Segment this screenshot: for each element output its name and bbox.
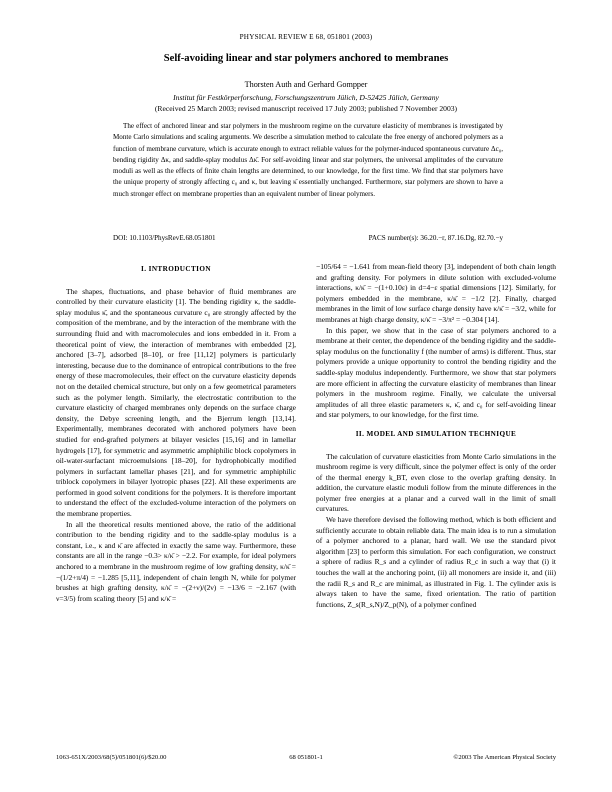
left-column: [56, 262, 296, 604]
abstract: The effect of anchored linear and star polymers in the mushroom regime on the curvature elasticity of membranes is investigated by Monte Carlo simulations and scaling arguments. We describe a simulation method to calculate the free energy of anchored polymers as a function of membrane curvature, which is accurate enough to extract reliable values for the polymer-induced spontaneous curvature Δc₀, bending rigidity Δκ, and saddle-splay modulus Δκ̄. For self-avoiding linear and star polymers, the universal amplitudes of the curvature moduli as well as the effects of finite chain lengths are determined, to our knowledge, for the first time. We find that star polymers have the unique property of strongly affecting c₀ and κ, but leaving κ̄ essentially unchanged. Furthermore, star polymers are shown to have a much stronger effect on membrane properties than an equivalent number of linear polymers.: [113, 122, 503, 198]
article-authors: Thorsten Auth and Gerhard Gompper: [244, 80, 368, 89]
method-paragraph-1: The calculation of curvature elasticities from Monte Carlo simulations in the mushroom regime is very difficult, since the polymer effect is only of the order of the thermal energy k_BT, even close to the overlap grafting density. In addition, the curvature elastic moduli follow from the minute differences in the polymer free energies at a planar and a curved wall in the limit of small curvatures.: [316, 451, 556, 514]
intro-paragraph-1: The shapes, fluctuations, and phase behavior of fluid membranes are controlled by their curvature elasticity [1]. The bending rigidity κ, the saddle-splay modulus κ̄, and the spontaneous curvature c₀ are strongly affected by the composition of the membrane, and by the interaction of the membrane with the surrounding fluid and with macromolecules and ions embedded in it. From a theoretical point of view, the interaction of membranes with embedded [2], anchored [3–7], adsorbed [8–10], or free [11,12] polymers is particularly interesting, because due to the dominance of entropical contributions to the free energy of these macromolecules, their effect on the curvature elasticity depends not on the detailed chemical structure, but only on a few geometrical parameters such as the polymer length. Similarly, the electrostatic contribution to the curvature elasticity of charged membranes only depends on the surface charge density, the Debye screening length, and the Bjerrum length [13,14]. Experimentally, membranes decorated with anchored polymers have been studied for end-grafted polymers at bilayer vesicles [15,16] and in lamellar hydrogels [17], for symmetric and asymmetric amphiphilic block copolymers in oil-water-surfactant microemulsions [18–20], for hydrophobically modified polymers in surfactant lamellar phases [21], and for symmetric amphiphilic triblock copolymers in bilayer lyotropic phases [22]. All these experiments are performed in good solvent conditions for the polymers. It is therefore important to understand the effect of the excluded-volume interaction of the polymers on the membrane properties.: [56, 286, 296, 519]
pacs-numbers: PACS number(s): 36.20.−r, 87.16.Dg, 82.70.−y: [368, 234, 503, 242]
doi[interactable]: DOI: 10.1103/PhysRevE.68.051801: [113, 234, 216, 242]
method-paragraph-2: We have therefore devised the following method, which is both efficient and sufficiently accurate to obtain reliable data. The main idea is to run a simulation of a polymer anchored to a planar, hard wall. We use the standard pivot algorithm [23] to perform this simulation. For each configuration, we construct a sphere of radius R_s and a cylinder of radius R_c in such a way that (i) it touches the wall at the anchoring point, (ii) all monomers are inside it, and (iii) the radii R_s and R_c are minimal, as illustrated in Fig. 1. The cylinder axis is always taken to have the same, fixed orientation. The ratio of partition functions, Z_s(R_s,N)/Z_p(N), of a polymer confined: [316, 515, 556, 609]
received-dates: (Received 25 March 2003; revised manuscript received 17 July 2003; published 7 November 2003): [154, 104, 458, 113]
article-title: Self-avoiding linear and star polymers anchored to membranes: [163, 53, 449, 64]
right-column: [316, 262, 556, 610]
section-heading-introduction: I. INTRODUCTION: [141, 265, 211, 273]
intro-paragraph-continued: −105/64 = −1.641 from mean-field theory [3], independent of both chain length and grafting density. For polymers in dilute solution with excluded-volume interactions, κ/κ̄ = −(1+0.10ε) in d=4−ε spatial dimensions [12]. Similarly, for polymers embedded in the membrane, κ/κ̄ = −1/2 [2]. Finally, charged membranes in the limit of low surface charge density have κ/κ̄ = −3/2, while for membranes at high charge density, κ/κ̄ = −3/π² = −0.304 [14].: [316, 262, 556, 324]
running-head: PHYSICAL REVIEW E 68, 051801 (2003): [239, 33, 373, 41]
footer-page-number: 68 051801-1: [289, 754, 323, 761]
intro-paragraph-2: In all the theoretical results mentioned above, the ratio of the additional contribution to the bending rigidity and to the saddle-splay modulus is a constant, i.e., κ and κ̄ are affected in exactly the same way. Furthermore, these constants are all in the range −0.3> κ/κ̄ > −2.2. For example, for ideal polymers anchored to a membrane in the mushroom regime of low grafting density, κ/κ̄ = −(1/2+π/4) = −1.285 [5,11], independent of chain length N, while for polymer brushes at high grafting density, κ/κ̄ = −(2+ν)/(2ν) = −13/6 = −2.167 (with ν=3/5) from scaling theory [5] and κ/κ̄ =: [56, 519, 296, 603]
section-heading-model: II. MODEL AND SIMULATION TECHNIQUE: [355, 429, 517, 438]
article-affiliation: Institut für Festkörperforschung, Forschungszentrum Jülich, D-52425 Jülich, Germany: [173, 93, 439, 102]
footer-issn: 1063-651X/2003/68(5)/051801(6)/$20.00: [56, 754, 167, 761]
doi-pacs-line: [113, 234, 503, 242]
footer-copyright: ©2003 The American Physical Society: [453, 754, 556, 761]
intro-paragraph-3: In this paper, we show that in the case of star polymers anchored to a membrane at their center, the dependence of the bending rigidity and the saddle-splay modulus on the functionality f (the number of arms) is different. Thus, star polymers provide a unique opportunity to control the bending rigidity and the saddle-splay modulus independently. Furthermore, we show that star polymers are more efficient in affecting the curvature elasticity of membranes than linear polymers in the mushroom regime. Finally, we calculate the universal amplitudes of all three elastic parameters κ, κ̄, and c₀ for self-avoiding linear and star polymers, to our knowledge, for the first time.: [316, 325, 556, 420]
